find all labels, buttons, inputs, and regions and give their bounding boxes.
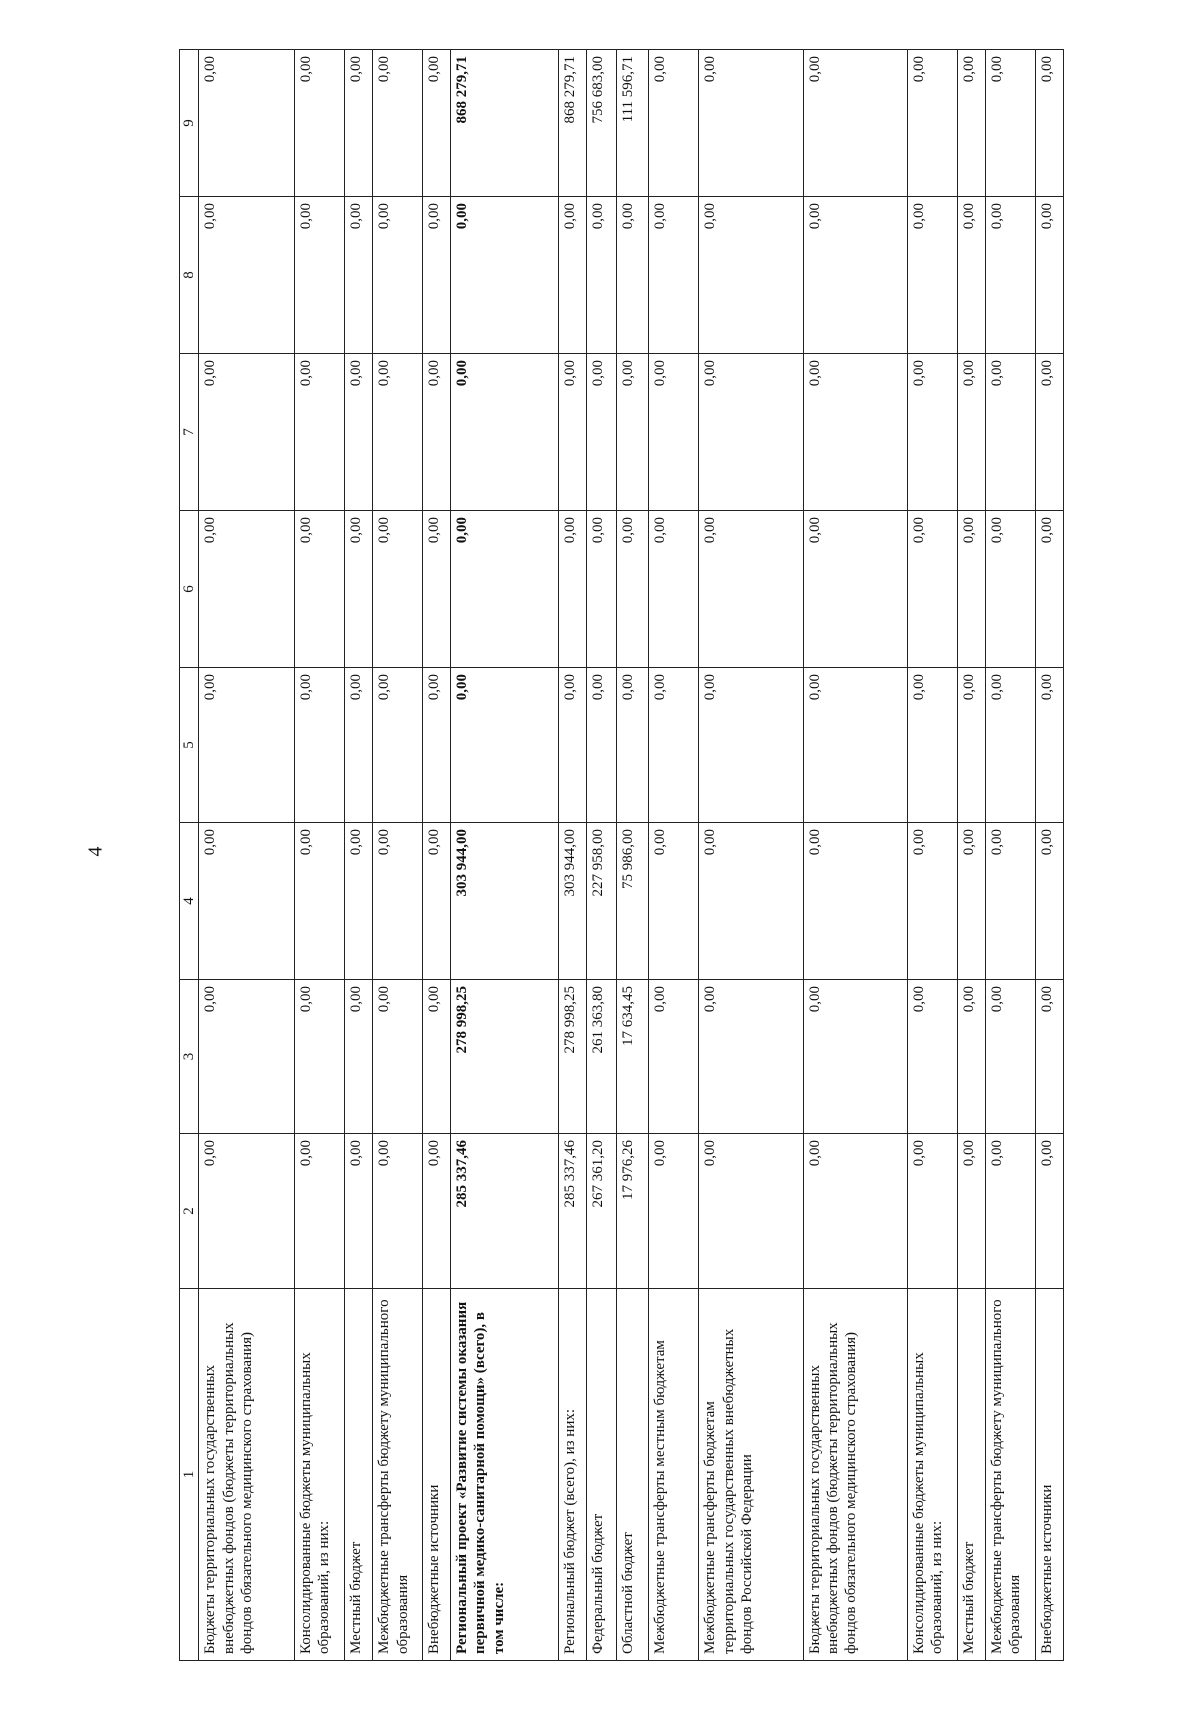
value-cell-col-7: 0,00 [986, 354, 1036, 511]
column-header-7: 7 [180, 354, 199, 511]
value-cell-col-9: 0,00 [1035, 50, 1063, 197]
value-cell-col-6: 0,00 [958, 511, 986, 668]
value-cell-col-3: 0,00 [345, 980, 373, 1134]
row-label: Консолидированные бюджеты муниципальных образований, из них: [295, 1289, 345, 1661]
value-cell-col-3: 0,00 [907, 980, 957, 1134]
budget-table [179, 49, 1064, 1661]
value-cell-col-3: 0,00 [699, 980, 803, 1134]
value-cell-col-5: 0,00 [295, 668, 345, 823]
row-label: Областной бюджет [616, 1289, 648, 1661]
value-cell-col-7: 0,00 [958, 354, 986, 511]
value-cell-col-7: 0,00 [558, 354, 586, 511]
value-cell-col-6: 0,00 [986, 511, 1036, 668]
table-row [295, 50, 345, 1661]
value-cell-col-7: 0,00 [423, 354, 451, 511]
column-header-8: 8 [180, 197, 199, 354]
header-row [180, 50, 199, 1661]
table-row [1035, 50, 1063, 1661]
value-cell-col-5: 0,00 [649, 668, 699, 823]
value-cell-col-6: 0,00 [199, 511, 295, 668]
table-row [958, 50, 986, 1661]
value-cell-col-4: 0,00 [423, 823, 451, 980]
row-label: Консолидированные бюджеты муниципальных образований, из них: [907, 1289, 957, 1661]
row-label: Бюджеты территориальных государственных внебюджетных фондов (бюджеты территориальных фондов обязательного медицинского страхования) [199, 1289, 295, 1661]
value-cell-col-9: 111 596,71 [616, 50, 648, 197]
table-row [558, 50, 586, 1661]
value-cell-col-3: 0,00 [1035, 980, 1063, 1134]
value-cell-col-2: 0,00 [986, 1134, 1036, 1289]
column-header-3: 3 [180, 980, 199, 1134]
value-cell-col-7: 0,00 [199, 354, 295, 511]
value-cell-col-5: 0,00 [558, 668, 586, 823]
value-cell-col-7: 0,00 [649, 354, 699, 511]
value-cell-col-8: 0,00 [586, 197, 616, 354]
value-cell-col-6: 0,00 [586, 511, 616, 668]
value-cell-col-2: 0,00 [907, 1134, 957, 1289]
value-cell-col-8: 0,00 [295, 197, 345, 354]
value-cell-col-5: 0,00 [199, 668, 295, 823]
table-row [649, 50, 699, 1661]
value-cell-col-3: 261 363,80 [586, 980, 616, 1134]
value-cell-col-5: 0,00 [907, 668, 957, 823]
value-cell-col-8: 0,00 [699, 197, 803, 354]
value-cell-col-4: 0,00 [803, 823, 907, 980]
value-cell-col-8: 0,00 [199, 197, 295, 354]
value-cell-col-4: 0,00 [907, 823, 957, 980]
table-row [907, 50, 957, 1661]
value-cell-col-6: 0,00 [649, 511, 699, 668]
row-label: Местный бюджет [345, 1289, 373, 1661]
value-cell-col-6: 0,00 [699, 511, 803, 668]
value-cell-col-9: 868 279,71 [451, 50, 559, 197]
table-row [699, 50, 803, 1661]
value-cell-col-6: 0,00 [295, 511, 345, 668]
value-cell-col-4: 0,00 [699, 823, 803, 980]
value-cell-col-8: 0,00 [373, 197, 423, 354]
value-cell-col-8: 0,00 [345, 197, 373, 354]
value-cell-col-5: 0,00 [1035, 668, 1063, 823]
value-cell-col-8: 0,00 [649, 197, 699, 354]
rotated-page-content [179, 50, 1064, 1661]
value-cell-col-4: 0,00 [295, 823, 345, 980]
value-cell-col-4: 0,00 [373, 823, 423, 980]
value-cell-col-8: 0,00 [558, 197, 586, 354]
value-cell-col-7: 0,00 [451, 354, 559, 511]
value-cell-col-5: 0,00 [986, 668, 1036, 823]
value-cell-col-6: 0,00 [907, 511, 957, 668]
value-cell-col-2: 0,00 [345, 1134, 373, 1289]
value-cell-col-7: 0,00 [803, 354, 907, 511]
value-cell-col-9: 0,00 [986, 50, 1036, 197]
table-row [199, 50, 295, 1661]
table-row [345, 50, 373, 1661]
value-cell-col-7: 0,00 [295, 354, 345, 511]
value-cell-col-2: 0,00 [295, 1134, 345, 1289]
value-cell-col-5: 0,00 [958, 668, 986, 823]
value-cell-col-9: 756 683,00 [586, 50, 616, 197]
value-cell-col-9: 0,00 [345, 50, 373, 197]
value-cell-col-7: 0,00 [907, 354, 957, 511]
value-cell-col-3: 0,00 [986, 980, 1036, 1134]
table-row [616, 50, 648, 1661]
row-label: Региональный бюджет (всего), из них: [558, 1289, 586, 1661]
value-cell-col-2: 285 337,46 [451, 1134, 559, 1289]
value-cell-col-5: 0,00 [803, 668, 907, 823]
value-cell-col-3: 278 998,25 [558, 980, 586, 1134]
value-cell-col-3: 0,00 [803, 980, 907, 1134]
value-cell-col-9: 0,00 [423, 50, 451, 197]
value-cell-col-6: 0,00 [803, 511, 907, 668]
row-label: Внебюджетные источники [1035, 1289, 1063, 1661]
value-cell-col-8: 0,00 [451, 197, 559, 354]
table-row [451, 50, 559, 1661]
value-cell-col-6: 0,00 [373, 511, 423, 668]
value-cell-col-2: 0,00 [649, 1134, 699, 1289]
value-cell-col-9: 0,00 [649, 50, 699, 197]
value-cell-col-5: 0,00 [345, 668, 373, 823]
value-cell-col-3: 0,00 [373, 980, 423, 1134]
value-cell-col-4: 303 944,00 [558, 823, 586, 980]
value-cell-col-8: 0,00 [907, 197, 957, 354]
row-label: Местный бюджет [958, 1289, 986, 1661]
value-cell-col-8: 0,00 [958, 197, 986, 354]
value-cell-col-2: 267 361,20 [586, 1134, 616, 1289]
table-row [986, 50, 1036, 1661]
value-cell-col-7: 0,00 [699, 354, 803, 511]
row-label: Федеральный бюджет [586, 1289, 616, 1661]
value-cell-col-7: 0,00 [586, 354, 616, 511]
value-cell-col-8: 0,00 [1035, 197, 1063, 354]
value-cell-col-6: 0,00 [451, 511, 559, 668]
value-cell-col-4: 0,00 [199, 823, 295, 980]
row-label: Бюджеты территориальных государственных внебюджетных фондов (бюджеты территориальных фондов обязательного медицинского страхования) [803, 1289, 907, 1661]
value-cell-col-4: 0,00 [1035, 823, 1063, 980]
value-cell-col-8: 0,00 [803, 197, 907, 354]
value-cell-col-3: 0,00 [295, 980, 345, 1134]
value-cell-col-6: 0,00 [345, 511, 373, 668]
row-label: Межбюджетные трансферты бюджету муниципального образования [373, 1289, 423, 1661]
value-cell-col-9: 0,00 [803, 50, 907, 197]
value-cell-col-2: 0,00 [958, 1134, 986, 1289]
value-cell-col-7: 0,00 [345, 354, 373, 511]
value-cell-col-3: 0,00 [649, 980, 699, 1134]
value-cell-col-6: 0,00 [616, 511, 648, 668]
value-cell-col-8: 0,00 [423, 197, 451, 354]
value-cell-col-4: 0,00 [345, 823, 373, 980]
page-number: 4 [84, 846, 107, 857]
value-cell-col-4: 0,00 [649, 823, 699, 980]
column-header-4: 4 [180, 823, 199, 980]
value-cell-col-4: 0,00 [986, 823, 1036, 980]
value-cell-col-9: 0,00 [295, 50, 345, 197]
value-cell-col-2: 17 976,26 [616, 1134, 648, 1289]
value-cell-col-3: 17 634,45 [616, 980, 648, 1134]
value-cell-col-9: 0,00 [958, 50, 986, 197]
column-header-5: 5 [180, 668, 199, 823]
value-cell-col-5: 0,00 [451, 668, 559, 823]
value-cell-col-9: 0,00 [699, 50, 803, 197]
table-row [423, 50, 451, 1661]
row-label: Межбюджетные трансферты бюджетам территориальных государственных внебюджетных фондов Российской Федерации [699, 1289, 803, 1661]
value-cell-col-4: 303 944,00 [451, 823, 559, 980]
value-cell-col-6: 0,00 [1035, 511, 1063, 668]
column-header-6: 6 [180, 511, 199, 668]
table-row [803, 50, 907, 1661]
value-cell-col-2: 0,00 [423, 1134, 451, 1289]
value-cell-col-3: 0,00 [423, 980, 451, 1134]
value-cell-col-5: 0,00 [423, 668, 451, 823]
value-cell-col-2: 0,00 [1035, 1134, 1063, 1289]
value-cell-col-7: 0,00 [616, 354, 648, 511]
row-label: Межбюджетные трансферты бюджету муниципального образования [986, 1289, 1036, 1661]
value-cell-col-9: 0,00 [373, 50, 423, 197]
value-cell-col-5: 0,00 [616, 668, 648, 823]
value-cell-col-3: 278 998,25 [451, 980, 559, 1134]
value-cell-col-2: 0,00 [199, 1134, 295, 1289]
value-cell-col-9: 0,00 [907, 50, 957, 197]
value-cell-col-7: 0,00 [1035, 354, 1063, 511]
value-cell-col-6: 0,00 [423, 511, 451, 668]
value-cell-col-9: 868 279,71 [558, 50, 586, 197]
value-cell-col-2: 0,00 [373, 1134, 423, 1289]
row-label: Региональный проект «Развитие системы оказания первичной медико-санитарной помощи» (всего), в том числе: [451, 1289, 559, 1661]
column-header-9: 9 [180, 50, 199, 197]
value-cell-col-9: 0,00 [199, 50, 295, 197]
value-cell-col-2: 285 337,46 [558, 1134, 586, 1289]
value-cell-col-3: 0,00 [199, 980, 295, 1134]
row-label: Внебюджетные источники [423, 1289, 451, 1661]
value-cell-col-5: 0,00 [586, 668, 616, 823]
value-cell-col-4: 0,00 [958, 823, 986, 980]
value-cell-col-6: 0,00 [558, 511, 586, 668]
value-cell-col-4: 75 986,00 [616, 823, 648, 980]
column-header-1: 1 [180, 1289, 199, 1661]
value-cell-col-7: 0,00 [373, 354, 423, 511]
row-label: Межбюджетные трансферты местным бюджетам [649, 1289, 699, 1661]
value-cell-col-2: 0,00 [699, 1134, 803, 1289]
value-cell-col-8: 0,00 [616, 197, 648, 354]
column-header-2: 2 [180, 1134, 199, 1289]
value-cell-col-8: 0,00 [986, 197, 1036, 354]
value-cell-col-3: 0,00 [958, 980, 986, 1134]
value-cell-col-5: 0,00 [373, 668, 423, 823]
table-row [373, 50, 423, 1661]
table-row [586, 50, 616, 1661]
value-cell-col-5: 0,00 [699, 668, 803, 823]
value-cell-col-4: 227 958,00 [586, 823, 616, 980]
value-cell-col-2: 0,00 [803, 1134, 907, 1289]
